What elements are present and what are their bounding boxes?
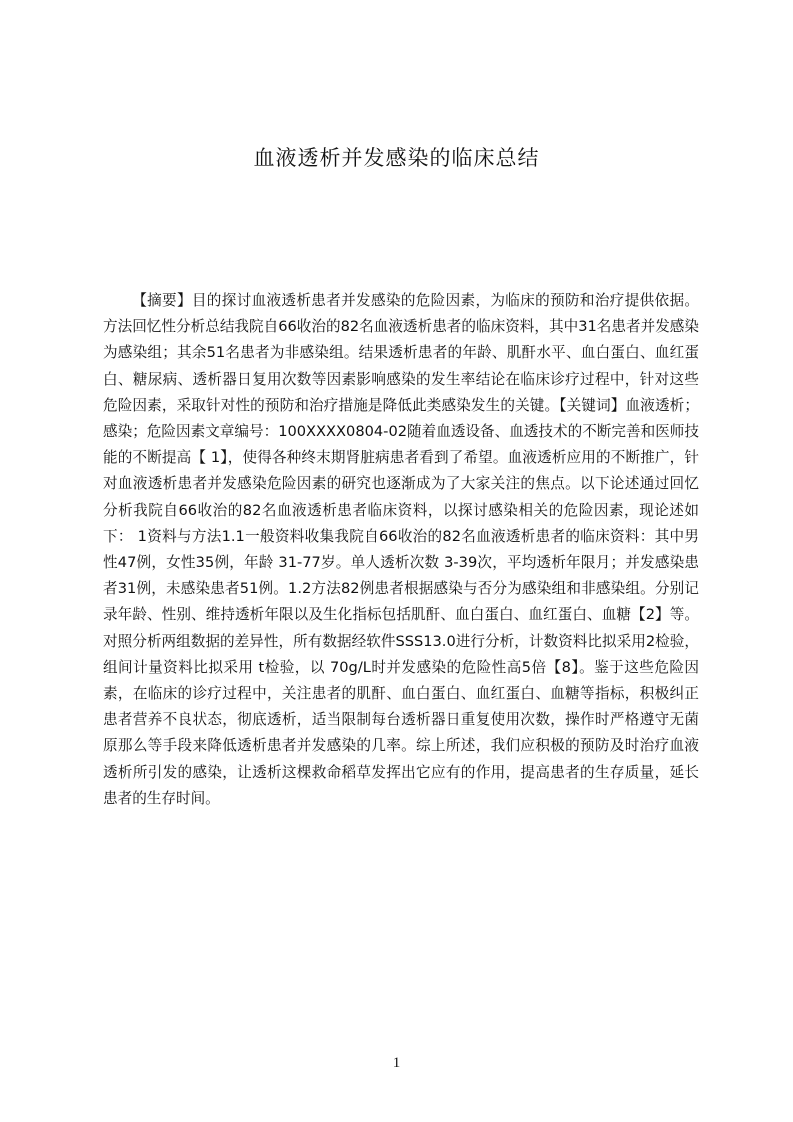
page-number: 1: [392, 1055, 401, 1071]
document-body: 【摘要】目的探讨血液透析患者并发感染的危险因素，为临床的预防和治疗提供依据。方法回忆性分析总结我院自66收治的82名血液透析患者的临床资料，其中31名患者并发感染为感染组；其余51名患者为非感染组。结果透析患者的年龄、肌酐水平、血白蛋白、血红蛋白、糖尿病、透析器日复用次数等因素影响感染的发生率结论在临床诊疗过程中，针对这些危险因素，采取针对性的预防和治疗措施是降低此类感染发生的关键。【关键词】血液透析；感染；危险因素文章编号：100XXXX0804-02随着血透设备、血透技术的不断完善和医师技能的不断提高【 1】，使得各种终末期肾脏病患者看到了希望。血液透析应用的不断推广，针对血液透析患者并发感染危险因素的研究也逐渐成为了大家关注的焦点。以下论述通过回忆分析我院自66收治的82名血液透析患者临床资料，以探讨感染相关的危险因素，现论述如下： 1资料与方法1.1一般资料收集我院自66收治的82名血液透析患者的临床资料：其中男性47例，女性35例，年龄 31-77岁。单人透析次数 3-39次，平均透析年限月；并发感染患者31例，未感染患者51例。1.2方法82例患者根据感染与否分为感染组和非感染组。分别记录年龄、性别、维持透析年限以及生化指标包括肌酐、血白蛋白、血红蛋白、血糖【2】等。对照分析两组数据的差异性，所有数据经软件SSS13.0进行分析，计数资料比拟采用2检验，组间计量资料比拟采用 t检验，以 70g/L时并发感染的危险性高5倍【8】。鉴于这些危险因素，在临床的诊疗过程中，关注患者的肌酐、血白蛋白、血红蛋白、血糖等指标，积极纠正患者营养不良状态，彻底透析，适当限制每台透析器日重复使用次数，操作时严格遵守无菌原那么等手段来降低透析患者并发感染的几率。综上所述，我们应积极的预防及时治疗血液透析所引发的感染，让透析这棵救命稻草发挥出它应有的作用，提高患者的生存质量，延长患者的生存时间。: [103, 292, 699, 807]
document-title: 血液透析并发感染的临床总结: [253, 146, 540, 170]
